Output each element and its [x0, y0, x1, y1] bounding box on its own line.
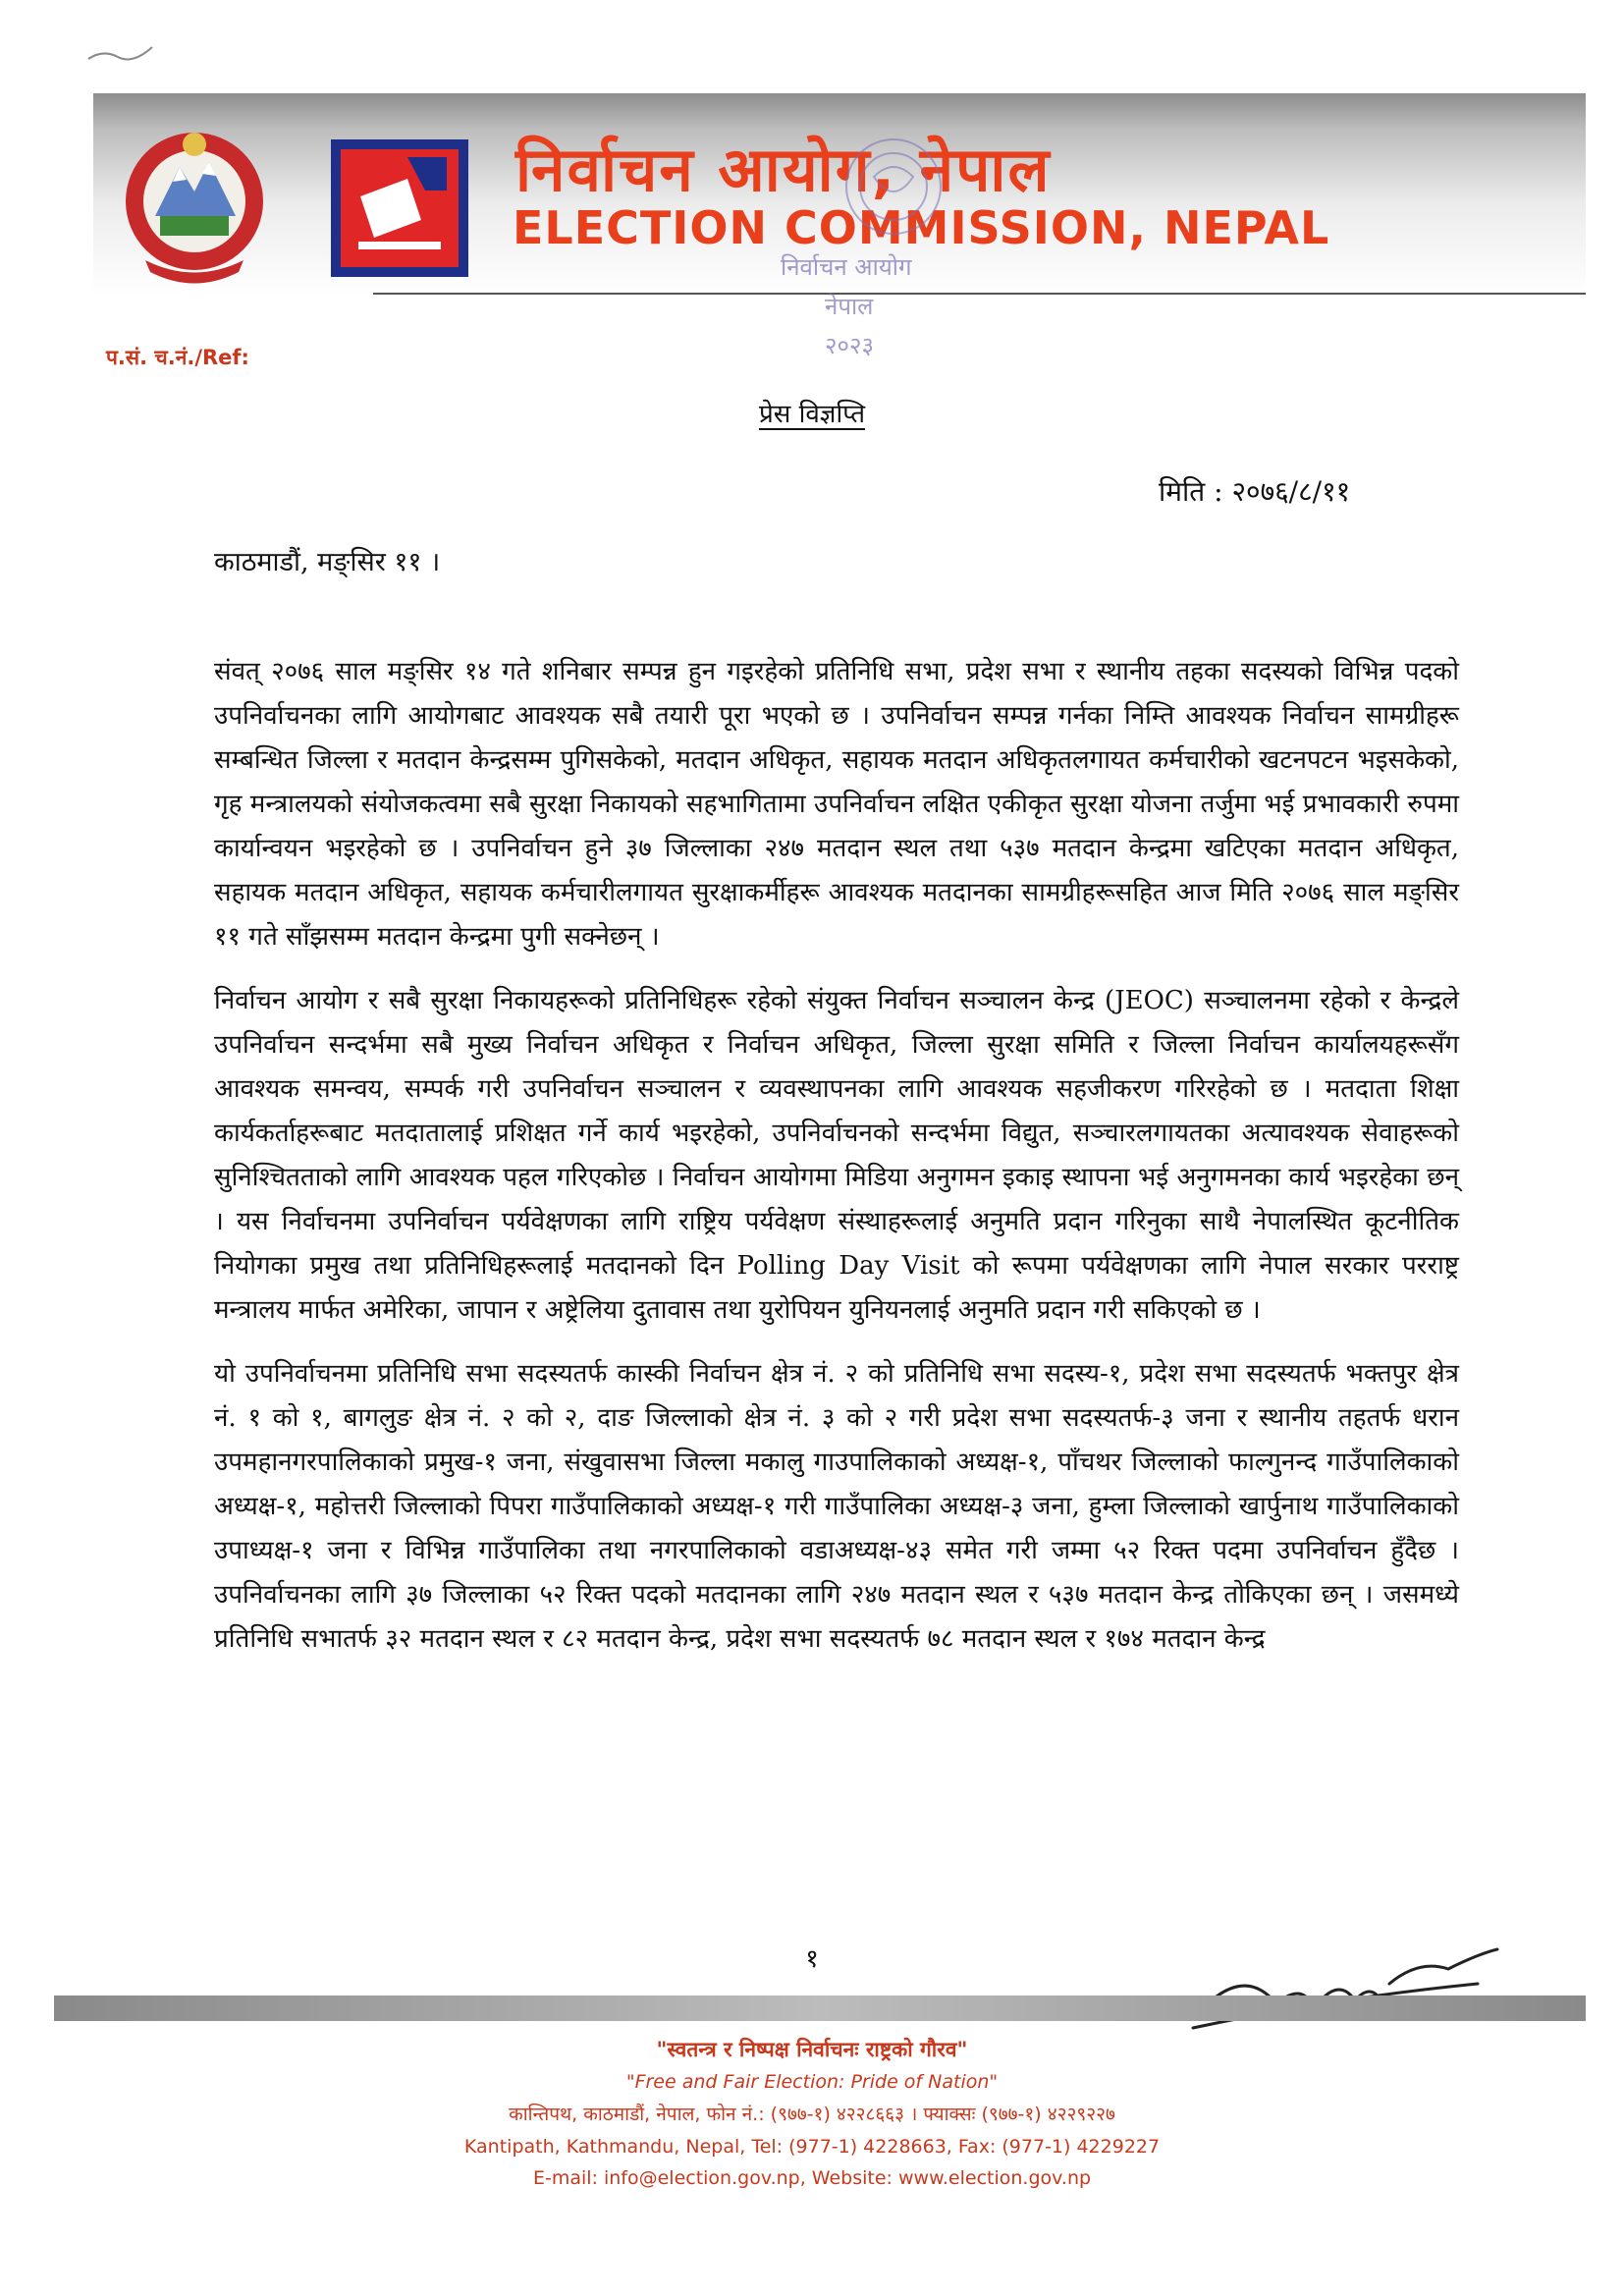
office-seal-stamp: [771, 118, 997, 383]
svg-text:नेपाल: नेपाल: [825, 293, 874, 320]
place-and-date-line: काठमाडौं, मङ्सिर ११ ।: [214, 547, 441, 577]
press-release-body: [214, 650, 1459, 1681]
svg-text:निर्वाचन आयोग: निर्वाचन आयोग: [781, 253, 912, 281]
handwritten-signature: [1183, 1930, 1507, 2038]
footer-address-english: Kantipath, Kathmandu, Nepal, Tel: (977-1) 4228663, Fax: (977-1) 4229227: [463, 2136, 1161, 2158]
page-number: १: [805, 1944, 819, 1974]
ballot-box-logo-icon: [331, 139, 468, 277]
letterhead-footer: [0, 2033, 1624, 2194]
commission-title-nepali: निर्वाचन आयोग, नेपाल: [515, 134, 1052, 205]
footer-band: [54, 1995, 1586, 2021]
footer-address-nepali: कान्तिपथ, काठमाडौं, नेपाल, फोन नं.: (९७७-१) ४२२८६६३ । फ्याक्सः (९७७-१) ४२२९२२७: [509, 2104, 1115, 2125]
commission-title-english: ELECTION COMMISSION, NEPAL: [513, 201, 1330, 254]
footer-contact: E-mail: info@election.gov.np, Website: www.election.gov.np: [532, 2167, 1092, 2189]
scan-mark: [83, 39, 162, 69]
body-paragraph: यो उपनिर्वाचनमा प्रतिनिधि सभा सदस्यतर्फ कास्की निर्वाचन क्षेत्र नं. २ को प्रतिनिधि सभा सदस्य-१, प्रदेश सभा सदस्यतर्फ भक्तपुर क्षेत्र नं. १ को १, बागलुङ क्षेत्र नं. २ को २, दाङ जिल्लाको क्षेत्र नं. ३ को २ गरी प्रदेश सभा सदस्यतर्फ-३ जना र स्थानीय तहतर्फ धरान उपमहानगरपालिकाको प्रमुख-१ जना, संखुवासभा जिल्ला मकालु गाउपालिकाको अध्यक्ष-१, पाँचथर जिल्लाको फाल्गुनन्द गाउँपालिकाको अध्यक्ष-१, महोत्तरी जिल्लाको पिपरा गाउँपालिकाको अध्यक्ष-१ गरी गाउँपालिका अध्यक्ष-३ जना, हुम्ला जिल्लाको खार्पुनाथ गाउँपालिकाको उपाध्यक्ष-१ जना र विभिन्न गाउँपालिका तथा नगरपालिकाको वडाअध्यक्ष-४३ समेत गरी जम्मा ५२ रिक्त पदमा उपनिर्वाचन हुँदैछ । उपनिर्वाचनका लागि ३७ जिल्लाका ५२ रिक्त पदको मतदानका लागि २४७ मतदान स्थल र ५३७ मतदान केन्द्र तोकिएका छन् । जसमध्ये प्रतिनिधि सभातर्फ ३२ मतदान स्थल र ८२ मतदान केन्द्र, प्रदेश सभा सदस्यतर्फ ७८ मतदान स्थल र १७४ मतदान केन्द्र: [214, 1359, 1459, 1654]
footer-motto-english: "Free and Fair Election: Pride of Nation": [625, 2071, 999, 2093]
body-paragraph: निर्वाचन आयोग र सबै सुरक्षा निकायहरूको प्रतिनिधिहरू रहेको संयुक्त निर्वाचन सञ्चालन केन्द्र (JEOC) सञ्चालनमा रहेको र केन्द्रले उपनिर्वाचन सन्दर्भमा सबै मुख्य निर्वाचन अधिकृत र निर्वाचन अधिकृत, जिल्ला सुरक्षा समिति र जिल्ला निर्वाचन कार्यालयहरूसँग आवश्यक समन्वय, सम्पर्क गरी उपनिर्वाचन सञ्चालन र व्यवस्थापनका लागि आवश्यक सहजीकरण गरिरहेको छ । मतदाता शिक्षा कार्यकर्ताहरूबाट मतदातालाई प्रशिक्षत गर्ने कार्य भइरहेको, उपनिर्वाचनको सन्दर्भमा विद्युत, सञ्चारलगायतका अत्यावश्यक सेवाहरूको सुनिश्चितताको लागि आवश्यक पहल गरिएकोछ । निर्वाचन आयोगमा मिडिया अनुगमन इकाइ स्थापना भई अनुगमनका कार्य भइरहेका छन् । यस निर्वाचनमा उपनिर्वाचन पर्यवेक्षणका लागि राष्ट्रिय पर्यवेक्षण संस्थाहरूलाई अनुमति प्रदान गरिनुका साथै नेपालस्थित कूटनीतिक नियोगका प्रमुख तथा प्रतिनिधिहरूलाई मतदानको दिन Polling Day Visit को रूपमा पर्यवेक्षणका लागि नेपाल सरकार परराष्ट्र मन्त्रालय मार्फत अमेरिका, जापान र अष्ट्रेलिया दुतावास तथा युरोपियन युनियनलाई अनुमति प्रदान गरी सकिएको छ ।: [214, 986, 1459, 1325]
document-date: मिति : २०७६/८/११: [1159, 475, 1351, 508]
svg-text:२०२३: २०२३: [825, 332, 874, 359]
nepal-emblem-icon: [116, 123, 273, 290]
reference-label: प.सं. च.नं./Ref:: [106, 346, 249, 369]
body-paragraph: संवत् २०७६ साल मङ्सिर १४ गते शनिबार सम्पन्न हुन गइरहेको प्रतिनिधि सभा, प्रदेश सभा र स्थानीय तहका सदस्यको विभिन्न पदको उपनिर्वाचनका लागि आयोगबाट आवश्यक सबै तयारी पूरा भएको छ । उपनिर्वाचन सम्पन्न गर्नका निम्ति आवश्यक निर्वाचन सामग्रीहरू सम्बन्धित जिल्ला र मतदान केन्द्रसम्म पुगिसकेको, मतदान अधिकृत, सहायक मतदान अधिकृतलगायत कर्मचारीको खटनपटन भइसकेको, गृह मन्त्रालयको संयोजकत्वमा सबै सुरक्षा निकायको सहभागितामा उपनिर्वाचन लक्षित एकीकृत सुरक्षा योजना तर्जुमा भई प्रभावकारी रुपमा कार्यान्वयन भइरहेको छ । उपनिर्वाचन हुने ३७ जिल्लाका २४७ मतदान स्थल तथा ५३७ मतदान केन्द्रमा खटिएका मतदान अधिकृत, सहायक मतदान अधिकृत, सहायक कर्मचारीलगायत सुरक्षाकर्मीहरू आवश्यक मतदानका सामग्रीहरूसहित आज मिति २०७६ साल मङ्सिर ११ गते साँझसम्म मतदान केन्द्रमा पुगी सक्नेछन् ।: [214, 657, 1459, 952]
footer-motto-nepali: "स्वतन्त्र र निष्पक्ष निर्वाचनः राष्ट्रको गौरव": [656, 2038, 968, 2061]
document-title: [0, 398, 1624, 431]
document-title-text: प्रेस विज्ञप्ति: [758, 400, 866, 429]
